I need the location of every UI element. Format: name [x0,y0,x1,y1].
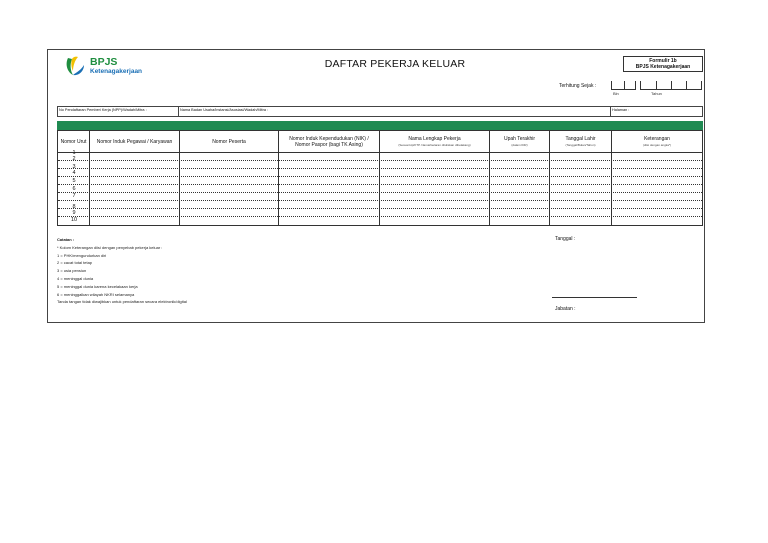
notes-item: 5 = meninggal dunia karena kecelakaan kerja [57,283,138,289]
company-name-field[interactable]: Nama Badan Usaha/Instansi/Asosiasi/Wadah/Mitra : [179,107,611,116]
bln-label: Bln [613,91,619,96]
col-nomor-peserta: Nomor Peserta [180,131,279,152]
col-upah: Upah Terakhir (dalam IDR) [490,131,550,152]
col-nomor-urut: Nomor Urut [58,131,90,152]
tahun-label: Tahun [651,91,662,96]
npp-field[interactable]: No Pendaftaran Pemberi Kerja (NPP)/Wadah/Mitra : [58,107,179,116]
notes-section [57,236,187,306]
form-code-box [623,56,703,72]
notes-intro: * Kolom Keterangan diisi dengan penyebab pekerja keluar : [57,244,163,250]
month-input[interactable] [611,81,636,90]
row-number: 5 [72,178,76,184]
notes-item: 1 = PHK/mengundurkan diri [57,252,107,258]
notes-item: 2 = cacat total tetap [57,260,93,266]
row-number: 7 [72,193,76,199]
green-header-bar [57,121,703,130]
year-input[interactable] [640,81,702,90]
jabatan-label: Jabatan : [555,306,576,312]
row-number: 8 [72,204,76,210]
col-nip: Nomor Induk Pegawai / Karyawan [90,131,180,152]
notes-footer: Tanda tangan tidak diwajibkan untuk pendaftaran secara elektronik/digital [57,299,187,305]
employee-table [57,130,703,226]
form-code: Formulir 1b [649,58,677,64]
notes-title: Catatan : [57,237,75,242]
form-org: BPJS Ketenagakerjaan [635,64,691,70]
logo-subtitle: Ketenagakerjaan [90,67,143,75]
bpjs-logo-icon [63,54,87,78]
logo-name: BPJS [90,56,118,68]
row-number: 10 [70,217,78,223]
row-number: 6 [72,186,76,192]
page-title: DAFTAR PEKERJA KELUAR [324,58,466,70]
col-nama: Nama Lengkap Pekerja (Sesuai ktp/KTP. Nama/Gelaran dituliskan dibelakang) [380,131,490,152]
notes-item: 4 = meninggal dunia [57,275,94,281]
signature-line[interactable] [552,297,637,298]
row-number: 9 [72,210,76,216]
notes-item: 3 = usia pensiun [57,268,87,274]
row-number: 2 [72,156,76,162]
col-nik: Nomor Induk Kependudukan (NIK) / Nomor Paspor (bagi TK Asing) [279,131,380,152]
info-row [57,106,703,117]
row-number: 3 [72,164,76,170]
tanggal-label: Tanggal : [555,236,576,242]
col-tanggal-lahir: Tanggal Lahir (Tanggal/Bulan/Tahun) [550,131,612,152]
terhitung-label: Terhitung Sejak : [559,83,597,89]
halaman-field[interactable]: Halaman : [612,108,630,112]
row-number: 1 [72,150,76,156]
notes-item: 6 = meninggalkan wilayah NKRI selamanya [57,291,135,297]
row-number: 4 [72,170,76,176]
bpjs-logo [63,54,142,78]
col-keterangan: Keterangan (diisi dengan angka*) [642,136,672,147]
